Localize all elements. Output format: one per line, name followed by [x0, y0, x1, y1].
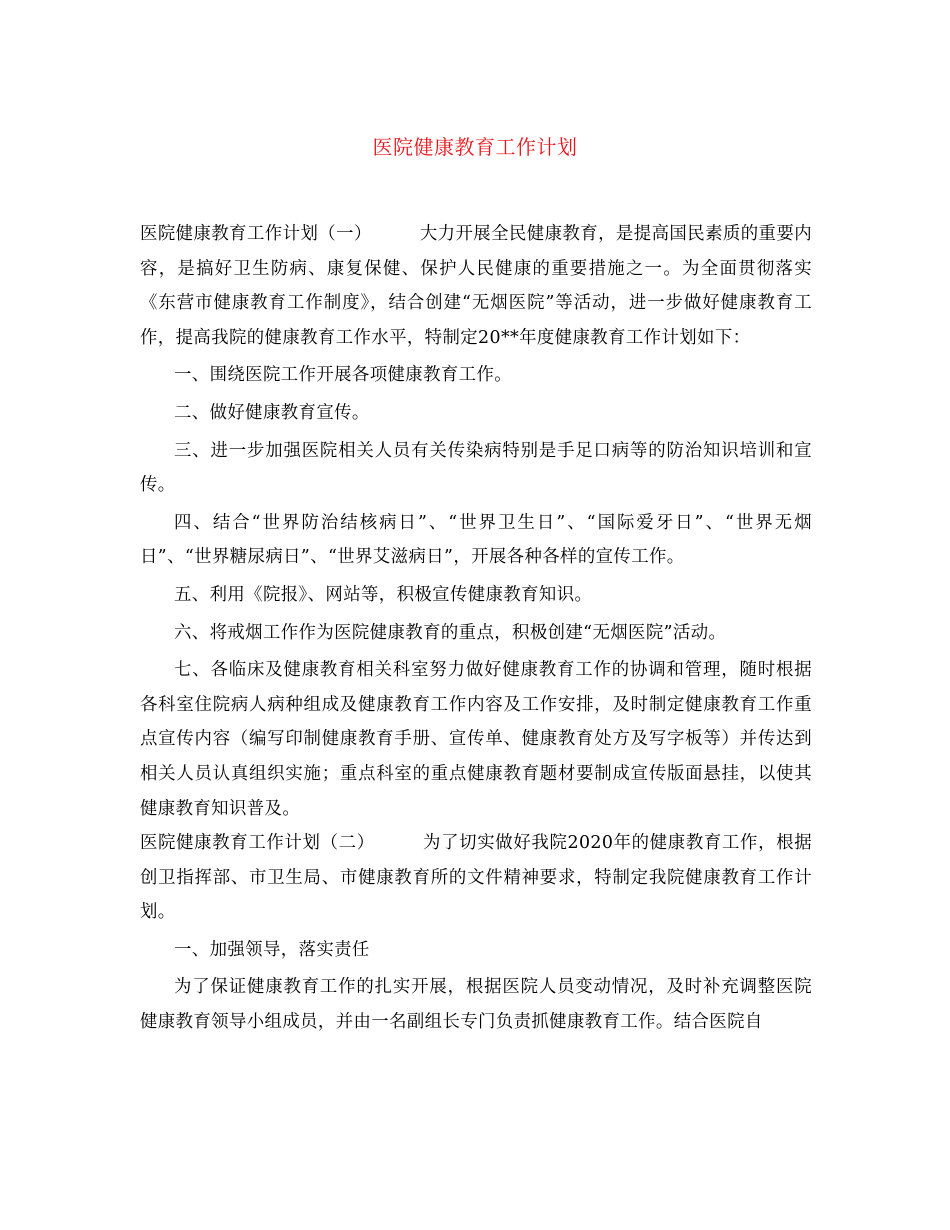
part1-item-7: 七、各临床及健康教育相关科室努力做好健康教育工作的协调和管理，随时根据各科室住院病人病种组成及健康教育工作内容及工作安排，及时制定健康教育工作重点宣传内容（编写印制健康教育手册、宣传单、健康教育处方及写字板等）并传达到相关人员认真组织实施；重点科室的重点健康教育题材要制成宣传版面悬挂，以使其健康教育知识普及。: [140, 660, 812, 819]
part1-item-4: 四、结合“世界防治结核病日”、“世界卫生日”、“国际爱牙日”、“世界无烟日”、“世界糖尿病日”、“世界艾滋病日”，开展各种各样的宣传工作。: [140, 512, 812, 568]
document-title: 医院健康教育工作计划: [372, 135, 578, 159]
part1-intro-paragraph: [140, 217, 812, 355]
part2-section1-body: 为了保证健康教育工作的扎实开展，根据医院人员变动情况，及时补充调整医院健康教育领导小组成员，并由一名副组长专门负责抓健康教育工作。结合医院自: [140, 977, 812, 1033]
part2-heading: 医院健康教育工作计划（二）: [140, 833, 375, 854]
part1-heading: 医院健康教育工作计划（一）: [140, 224, 372, 244]
part1-item-6: 六、将戒烟工作作为医院健康教育的重点，积极创建“无烟医院”活动。: [174, 622, 727, 643]
part2-section1-title: 一、加强领导，落实责任: [174, 939, 370, 960]
part1-intro-text: 大力开展全民健康教育，是提高国民素质的重要内容，是搞好卫生防病、康复保健、保护人民健康的重要措施之一。为全面贯彻落实《东营市健康教育工作制度》，结合创建“无烟医院”等活动，进一步做好健康教育工作，提高我院的健康教育工作水平，特制定20**年度健康教育工作计划如下：: [140, 224, 813, 348]
part2-intro-text: 为了切实做好我院2020年的健康教育工作，根据创卫指挥部、市卫生局、市健康教育所的文件精神要求，特制定我院健康教育工作计划。: [140, 833, 812, 923]
part1-item-2: 二、做好健康教育宣传。: [174, 402, 370, 423]
part1-item-5: 五、利用《院报》、网站等，积极宣传健康教育知识。: [174, 584, 593, 605]
part1-item-3: 三、进一步加强医院相关人员有关传染病特别是手足口病等的防治知识培训和宣传。: [140, 440, 812, 496]
part2-intro-paragraph: [140, 826, 812, 930]
part1-item-1: 一、围绕医院工作开展各项健康教育工作。: [174, 365, 513, 386]
document-body: [140, 217, 812, 1040]
